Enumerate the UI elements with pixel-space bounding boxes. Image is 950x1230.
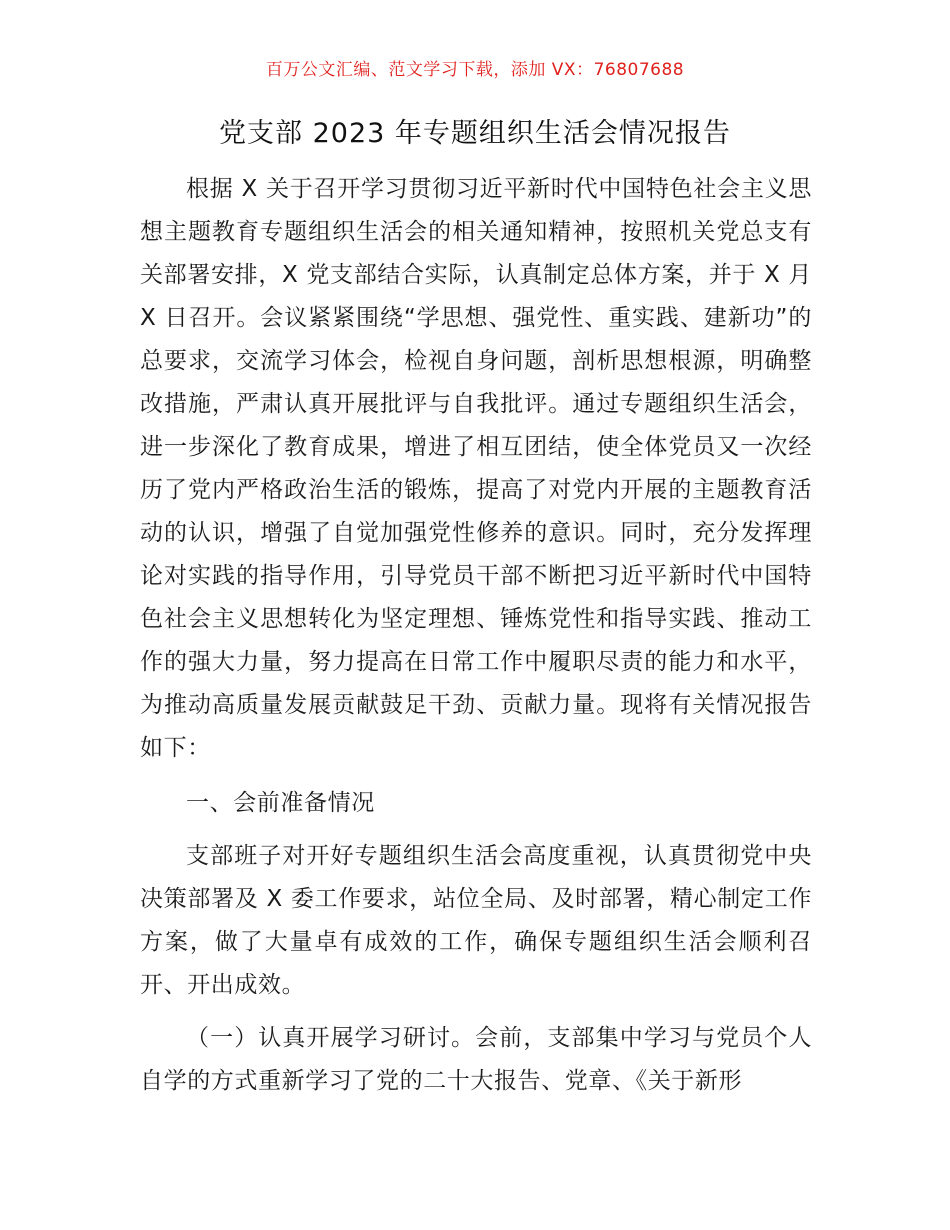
preparation-paragraph: 支部班子对开好专题组织生活会高度重视，认真贯彻党中央决策部署及 X 委工作要求，站位全局、及时部署，精心制定工作方案，做了大量卓有成效的工作，确保专题组织生活会顺利召开、开出成效。 [140,843,812,998]
section-heading-preparation: 一、会前准备情况 [186,790,375,816]
study-paragraph: （一）认真开展学习研讨。会前，支部集中学习与党员个人自学的方式重新学习了党的二十大报告、党章、《关于新形 [140,1025,812,1094]
document-title: 党支部 2023 年专题组织生活会情况报告 [219,118,731,149]
intro-paragraph: 根据 X 关于召开学习贯彻习近平新时代中国特色社会主义思想主题教育专题组织生活会的相关通知精神，按照机关党总支有关部署安排，X 党支部结合实际，认真制定总体方案，并于 X 月 X 日召开。会议紧紧围绕“学思想、强党性、重实践、建新功”的总要求，交流学习体会，检视自身问题，剖析思想根源，明确整改措施，严肃认真开展批评与自我批评。通过专题组织生活会，进一步深化了教育成果，增进了相互团结，使全体党员又一次经历了党内严格政治生活的锻炼，提高了对党内开展的主题教育活动的认识，增强了自觉加强党性修养的意识。同时，充分发挥理论对实践的指导作用，引导党员干部不断把习近平新时代中国特色社会主义思想转化为坚定理想、锤炼党性和指导实践、推动工作的强大力量，努力提高在日常工作中履职尽责的能力和水平，为推动高质量发展贡献鼓足干劲、贡献力量。现将有关情况报告如下： [140,176,812,761]
watermark-banner: 百万公文汇编、范文学习下载，添加 VX：76807688 [265,60,685,80]
document-body [140,168,812,1103]
